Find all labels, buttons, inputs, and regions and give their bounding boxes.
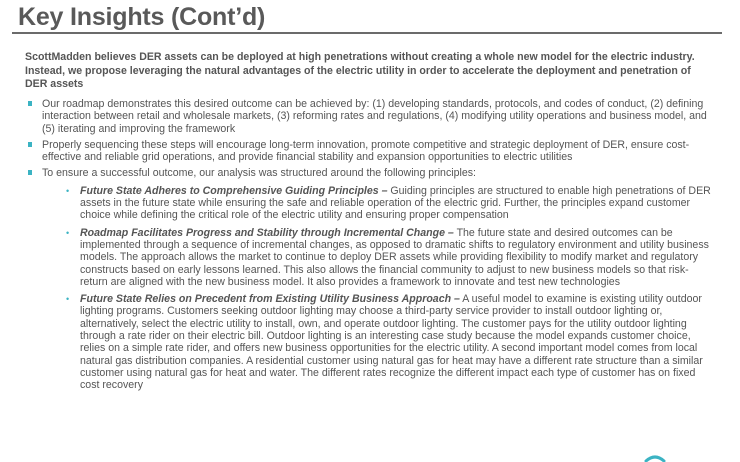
bullet-text: To ensure a successful outcome, our analysis was structured around the following principles: [42, 167, 476, 180]
square-bullet-icon [28, 170, 32, 175]
square-bullet-icon [28, 142, 32, 147]
principle-item [59, 185, 715, 222]
principle-heading: Future State Adheres to Comprehensive Guiding Principles – [80, 184, 388, 197]
principle-item [59, 227, 715, 288]
key-insights-list [25, 98, 715, 397]
intro-paragraph: ScottMadden believes DER assets can be deployed at high penetrations without creating a whole new model for the electric industry. Instead, we propose leveraging the natural advantages of the electric utility in order to accelerate the deployment and penetration of DER assets [25, 51, 695, 91]
principle-heading: Roadmap Facilitates Progress and Stability through Incremental Change – [80, 226, 454, 239]
bullet-text: Our roadmap demonstrates this desired outcome can be achieved by: (1) developing standards, protocols, and codes of conduct, (2) defining interaction between retail and wholesale markets, (3) reforming rates and regulations, (4) modifying utility operations and business model, and (5) iterating and improving the framework [42, 98, 707, 135]
dot-bullet-icon: • [66, 185, 70, 196]
list-item [25, 167, 715, 391]
list-item [25, 98, 715, 135]
square-bullet-icon [28, 101, 32, 106]
page-title: Key Insights (Cont’d) [18, 3, 266, 31]
principle-text: The future state and desired outcomes can be implemented through a sequence of incremental changes, as opposed to dramatic shifts to regulatory environment and utility business models. The approach allows the market to continue to deploy DER assets while providing flexibility to modify market and regulatory constructs based on early lessons learned. This also allows the financial community to adjust to new business models so that risk-return are aligned with the new business model. It also provides a framework to innovate and test new technologies [80, 226, 709, 288]
principle-text: Guiding principles are structured to enable high penetrations of DER assets in the future state while ensuring the safe and reliable operation of the electric grid. Further, the principles expand customer choice while defining the critical role of the electric utility and ensuring proper compensation [80, 184, 711, 222]
list-item [25, 139, 715, 164]
principles-list [42, 185, 715, 392]
principle-text: A useful model to examine is existing utility outdoor lighting programs. Customers seeking outdoor lighting may choose a third-party service provider to install outdoor lighting or, alternatively, select the electric utility to install, own, and operate outdoor lighting. The customer pays for the utility outdoor lighting through a rate rider on their electric bill. Outdoor lighting is an interesting case study because the model expands customer choice, relies on a simple rate rider, and offers new business opportunities for the electric utility. A second important model comes from local natural gas distribution companies. A residential customer using natural gas for heat may have a different rate structure than a similar customer using natural gas for heat and water. The different rates recognize the different impact each type of customer has on fixed cost recovery [80, 293, 703, 392]
title-divider [12, 32, 722, 34]
principle-heading: Future State Relies on Precedent from Existing Utility Business Approach – [80, 293, 460, 306]
logo-icon [644, 452, 666, 462]
bullet-text: Properly sequencing these steps will encourage long-term innovation, promote competitive and strategic deployment of DER, ensure cost-effective and reliable grid operations, and provide financial stability and expansion opportunities to electric utilities [42, 138, 690, 164]
dot-bullet-icon: • [66, 294, 70, 305]
principle-item [59, 293, 715, 391]
dot-bullet-icon: • [66, 227, 70, 238]
